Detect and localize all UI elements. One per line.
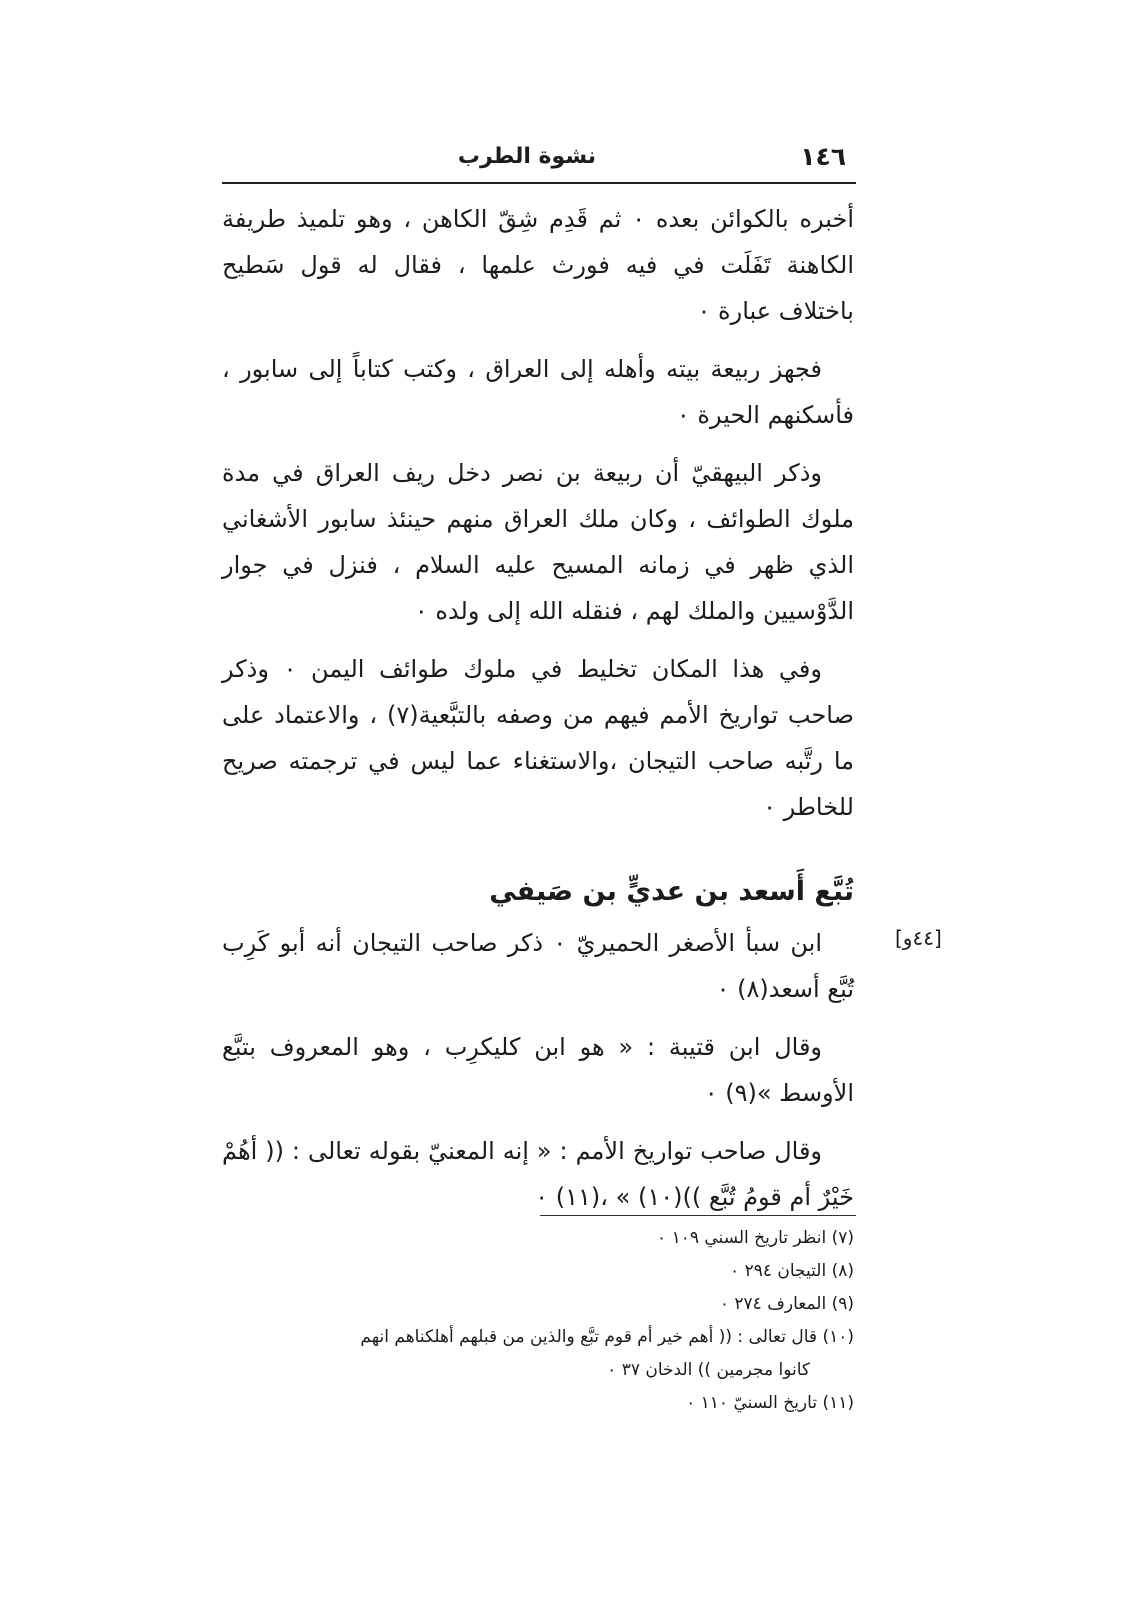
body-text bbox=[222, 196, 854, 1232]
header-rule bbox=[222, 182, 856, 184]
footnotes bbox=[222, 1222, 862, 1420]
footnote-rule bbox=[540, 1215, 856, 1216]
running-title: نشوة الطرب bbox=[457, 144, 596, 169]
paragraph: وفي هذا المكان تخليط في ملوك طوائف اليمن ٠ وذكر صاحب تواريخ الأمم فيهم من وصفه بالتبَّعية(٧) ، والاعتماد على ما رتَّبه صاحب التيجان ،والاستغناء عما ليس في ترجمته صريح للخاطر ٠ bbox=[222, 655, 854, 821]
footnote bbox=[222, 1387, 862, 1420]
page-header bbox=[222, 140, 854, 180]
footnote bbox=[222, 1222, 862, 1255]
paragraph: وقال صاحب تواريخ الأمم : « إنه المعنيّ بقوله تعالى : (( أهُمْ خَيْرٌ أم قومُ تُبَّع ))(١٠) » ،(١١) ٠ bbox=[222, 1137, 854, 1211]
footnote-text: (٧) انظر تاريخ السني ١٠٩ ٠ bbox=[657, 1228, 854, 1248]
footnote bbox=[222, 1255, 862, 1288]
section-heading: تُبَّع أَسعد بن عديٍّ بن صَيفي bbox=[489, 876, 854, 907]
footnote-text: (٨) التيجان ٢٩٤ ٠ bbox=[730, 1261, 854, 1281]
margin-folio-note: [٤٤و] bbox=[895, 926, 942, 950]
paragraph: وقال ابن قتيبة : « هو ابن كليكرِب ، وهو المعروف بتبَّع الأوسط »(٩) ٠ bbox=[222, 1033, 854, 1107]
footnote-text: (٩) المعارف ٢٧٤ ٠ bbox=[719, 1294, 854, 1314]
paragraph: أخبره بالكوائن بعده ٠ ثم قَدِم شِقّ الكاهن ، وهو تلميذ طريفة الكاهنة تَفَلَت في فيه فورث علمها ، فقال له قول سَطيح باختلاف عبارة ٠ bbox=[222, 205, 855, 325]
paragraph: ابن سبأ الأصغر الحميريّ ٠ ذكر صاحب التيجان أنه أبو كَرِب تُبَّع أسعد(٨) ٠ bbox=[222, 929, 854, 1003]
paragraph: فجهز ربيعة بيته وأهله إلى العراق ، وكتب كتاباً إلى سابور ، فأسكنهم الحيرة ٠ bbox=[222, 355, 854, 429]
footnote bbox=[222, 1321, 862, 1387]
footnote-text: (١٠) قال تعالى : (( أهم خير أم قوم تبَّع والذين من قبلهم أهلكناهم انهم bbox=[360, 1327, 854, 1347]
paragraph: وذكر البيهقيّ أن ربيعة بن نصر دخل ريف العراق في مدة ملوك الطوائف ، وكان ملك العراق منهم حينئذ سابور الأشغاني الذي ظهر في زمانه المسيح عليه السلام ، فنزل في جوار الدَّوْسيين والملك لهم ، فنقله الله إلى ولده ٠ bbox=[222, 459, 854, 625]
footnote bbox=[222, 1288, 862, 1321]
footnote-continuation: كانوا مجرمين )) الدخان ٣٧ ٠ bbox=[607, 1360, 810, 1380]
footnote-text: (١١) تاريخ السنيّ ١١٠ ٠ bbox=[686, 1393, 854, 1413]
page-number: ١٤٦ bbox=[800, 142, 846, 171]
